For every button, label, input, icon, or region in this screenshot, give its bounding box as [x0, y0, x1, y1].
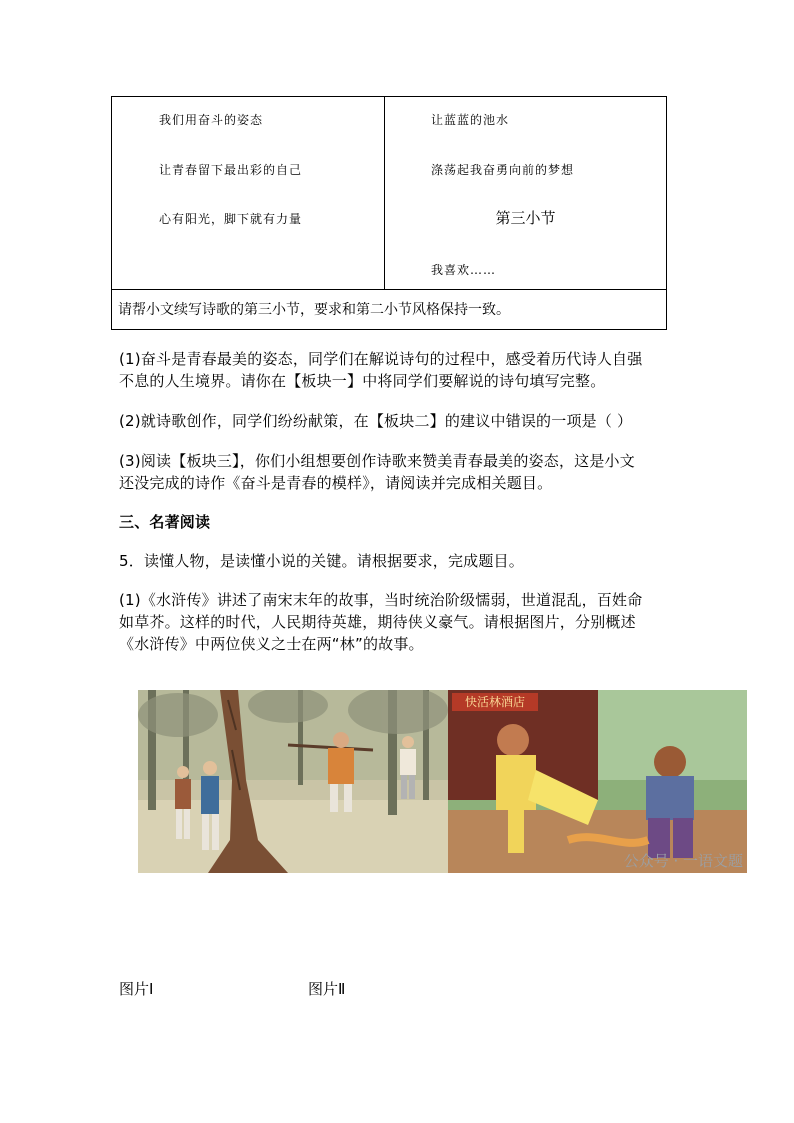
stanza-title: 第三小节 [495, 209, 556, 227]
question-3-line: 还没完成的诗作《奋斗是青春的模样》，请阅读并完成相关题目。 [119, 474, 553, 492]
question-1 [119, 348, 679, 392]
svg-text:快活林酒店: 快活林酒店 [464, 695, 526, 709]
question-5-1-line: 如草芥。这样的时代，人民期待英雄，期待侠义豪气。请根据图片，分别概述 [119, 613, 636, 631]
question-1-line: 不息的人生境界。请你在【板块一】中将同学们要解说的诗句填写完整。 [119, 372, 606, 390]
poem-line: 让蓝蓝的池水 [431, 113, 510, 127]
caption-image-1: 图片Ⅰ [119, 980, 154, 998]
caption-image-2: 图片Ⅱ [308, 980, 346, 998]
illustration-image-1 [138, 690, 448, 873]
forest-fight-illustration [138, 690, 448, 873]
question-3 [119, 450, 679, 494]
poem-line: 涤荡起我奋勇向前的梦想 [431, 163, 575, 177]
question-1-line: (1)奋斗是青春最美的姿态，同学们在解说诗句的过程中，感受着历代诗人自强 [119, 350, 643, 368]
question-5-1 [119, 589, 679, 655]
question-2: (2)就诗歌创作，同学们纷纷献策，在【板块二】的建议中错误的一项是（ ） [119, 412, 633, 430]
stanza-start: 我喜欢…… [431, 263, 497, 277]
illustration-image-2 [448, 690, 747, 873]
poem-line: 让青春留下最出彩的自己 [159, 163, 303, 177]
poem-line: 我们用奋斗的姿态 [159, 113, 264, 127]
poem-third-stanza [385, 97, 666, 289]
question-3-line: (3)阅读【板块三】，你们小组想要创作诗歌来赞美青春最美的姿态，这是小文 [119, 452, 635, 470]
question-5: 5．读懂人物，是读懂小说的关键。请根据要求，完成题目。 [119, 552, 524, 570]
question-5-1-line: 《水浒传》中两位侠义之士在两“林”的故事。 [119, 635, 424, 653]
watermark: 公众号 · 一语文题 [623, 852, 743, 870]
section-heading: 三、名著阅读 [119, 513, 211, 531]
poem-second-stanza [112, 97, 385, 289]
poem-table [111, 96, 667, 330]
tavern-fight-illustration [448, 690, 747, 873]
poem-line: 心有阳光，脚下就有力量 [159, 212, 303, 226]
poem-instruction: 请帮小文续写诗歌的第三小节，要求和第二小节风格保持一致。 [112, 289, 666, 329]
tavern-sign [452, 693, 538, 711]
question-5-1-line: (1)《水浒传》讲述了南宋末年的故事，当时统治阶级懦弱，世道混乱，百姓命 [119, 591, 643, 609]
